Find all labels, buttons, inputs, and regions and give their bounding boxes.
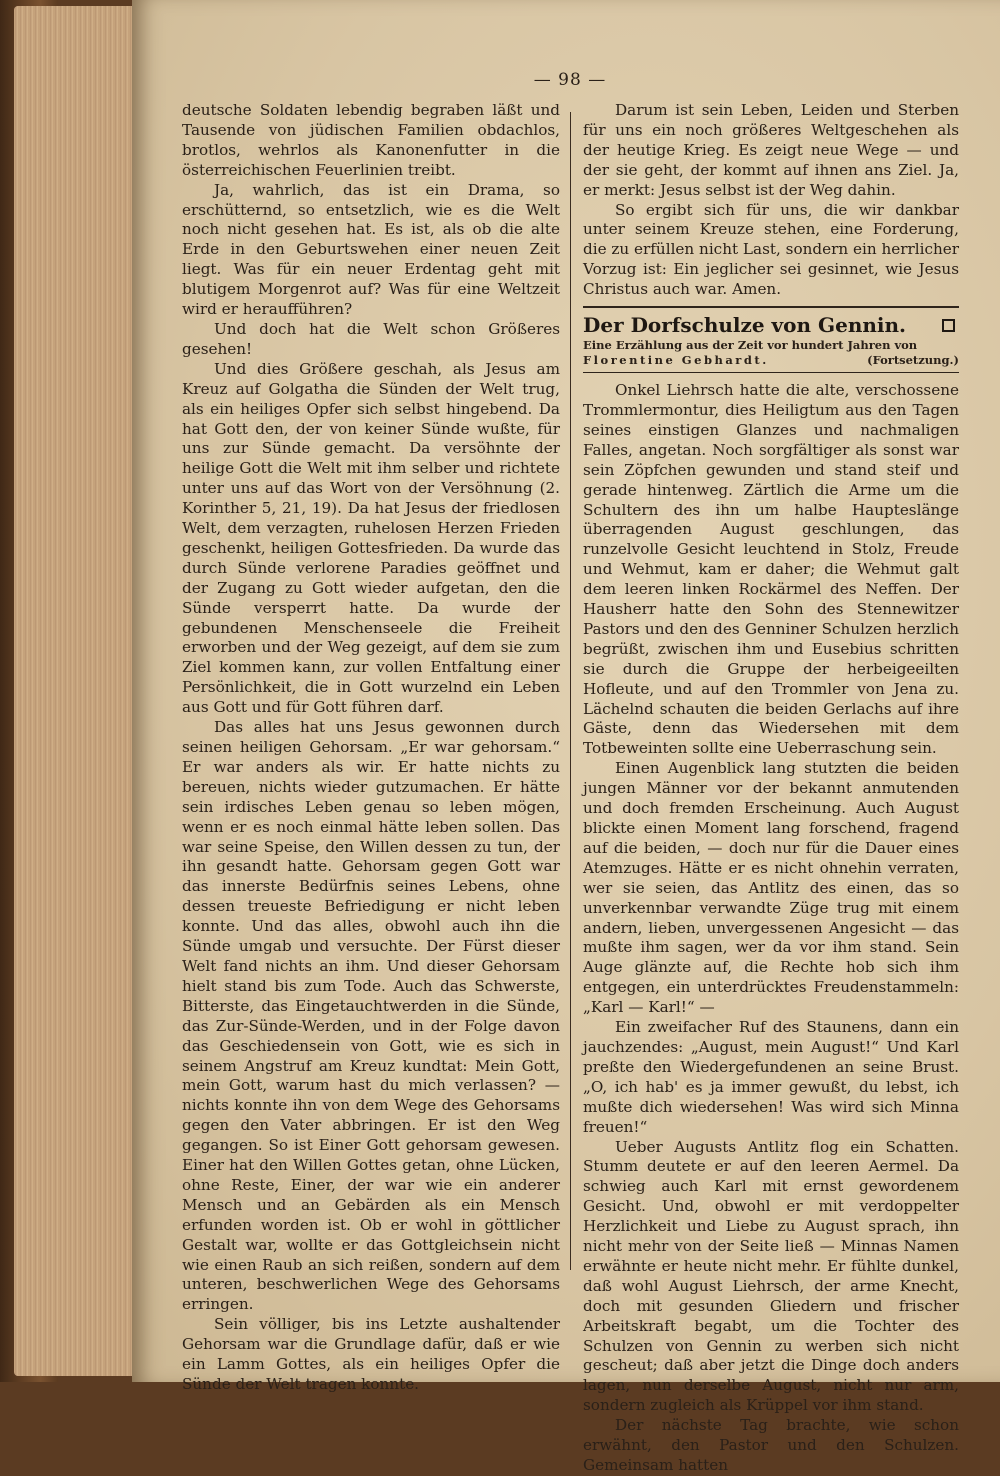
section-rule	[583, 372, 959, 373]
page-number: — 98 —	[533, 70, 607, 90]
story-byline	[583, 353, 959, 368]
paragraph: deutsche Soldaten lebendig begraben läßt und Tausende von jüdischen Familien obdachlos, brotlos, wehrlos als Kanonenfutter in die österreichischen Feuerlinien treibt.	[182, 101, 560, 179]
paragraph: Ein zweifacher Ruf des Staunens, dann ein jauchzendes: „August, mein August!“ Und Karl preßte den Wiedergefundenen an seine Brust. „O, ich hab' es ja immer gewußt, du lebst, ich mußte dich wiedersehen! Was wird sich Minna freuen!“	[583, 1018, 959, 1136]
section-rule	[583, 306, 959, 308]
paragraph: Onkel Liehrsch hatte die alte, verschossene Trommlermontur, dies Heiligtum aus den Tagen seines einstigen Glanzes und nachmaligen Falles, angetan. Noch sorgfältiger als sonst war sein Zöpfchen gewunden und stand steif und gerade hintenweg. Zärtlich die Arme um die Schultern des ihn um halbe Haupteslänge überragenden August geschlungen, das runzelvolle Gesicht leuchtend in Stolz, Freude und Wehmut, kam er daher; die Wehmut galt dem leeren linken Rockärmel des Neffen. Der Hausherr hatte den Sohn des Stennewitzer Pastors und den des Genniner Schulzen herzlich begrüßt, zwischen ihm und Eusebius schritten sie durch die Gruppe der herbeigeeilten Hofleute, und auf den Trommler von Jena zu. Lächelnd schauten die beiden Gerlachs auf ihre Gäste, denn das Wiedersehen mit dem Totbeweinten sollte eine Ueberraschung sein.	[583, 381, 959, 758]
story-continuation: (Fortsetzung.)	[867, 353, 959, 368]
paragraph: Und doch hat die Welt schon Größeres gesehen!	[182, 319, 560, 358]
paragraph: Sein völliger, bis ins Letzte aushaltender Gehorsam war die Grundlage dafür, daß er wie ein Lamm Gottes, als ein heiliges Opfer die Sünde der Welt tragen konnte.	[182, 1315, 560, 1393]
page-edges	[14, 6, 144, 1376]
column-divider	[570, 112, 571, 1270]
paragraph: Ja, wahrlich, das ist ein Drama, so erschütternd, so entsetzlich, wie es die Welt noch nicht gesehen hat. Es ist, als ob die alte Erde in den Geburtswehen einer neuen Zeit liegt. Was für ein neuer Erdentag geht mit blutigem Morgenrot auf? Was für eine Weltzeit wird er heraufführen?	[182, 180, 560, 319]
story-subtitle	[583, 338, 959, 353]
story-subtitle-text: Eine Erzählung aus der Zeit vor hundert Jahren von	[583, 338, 918, 353]
paragraph: Ueber Augusts Antlitz flog ein Schatten. Stumm deutete er auf den leeren Aermel. Da schwieg auch Karl mit ernst gewordenem Gesicht. Und, obwohl er mit verdoppelter Herzlichkeit und Liebe zu August sprach, ihn nicht mehr von der Seite ließ — Minnas Namen erwähnte er heute nicht mehr. Er fühlte dunkel, daß wohl August Liehrsch, der arme Knecht, doch mit gesunden Gliedern und frischer Arbeitskraft begabt, um die Tochter des Schulzen von Gennin zu werben sich nicht gescheut; daß aber jetzt die Dinge doch anders lagen, nun derselbe August, nicht nur arm, sondern zugleich als Krüppel vor ihm stand.	[583, 1137, 959, 1415]
paragraph: Darum ist sein Leben, Leiden und Sterben für uns ein noch größeres Weltgeschehen als der heutige Krieg. Es zeigt neue Wege — und der sie geht, der kommt auf ihnen ans Ziel. Ja, er merkt: Jesus selbst ist der Weg dahin.	[583, 101, 959, 199]
left-column	[182, 101, 560, 1395]
story-author: Florentine Gebhardt.	[583, 353, 769, 368]
paragraph: Und dies Größere geschah, als Jesus am Kreuz auf Golgatha die Sünden der Welt trug, als ein heiliges Opfer sich selbst hingebend. Da hat Gott den, der von keiner Sünde wußte, für uns zur Sünde gemacht. Da versöhnte der heilige Gott die Welt mit ihm selber und richtete unter uns auf das Wort von der Versöhnung (2. Korinther 5, 21, 19). Da hat Jesus der friedlosen Welt, dem verzagten, ruhelosen Herzen Frieden geschenkt, heiligen Gottesfrieden. Da wurde das durch Sünde verlorene Paradies geöffnet und der Zugang zu Gott wieder aufgetan, den die Sünde versperrt hatte. Da wurde der gebundenen Menschenseele die Freiheit erworben und der Weg gezeigt, auf dem sie zum Ziel kommen kann, zur vollen Entfaltung einer Persönlichkeit, die in Gott wurzelnd ein Leben aus Gott und für Gott führen darf.	[182, 359, 560, 717]
story-title: Der Dorfschulze von Gennin.	[583, 313, 907, 338]
paragraph: Einen Augenblick lang stutzten die beiden jungen Männer vor der bekannt anmutenden und doch fremden Erscheinung. Auch August blickte einen Moment lang forschend, fragend auf die beiden, — doch nur für die Dauer eines Atemzuges. Hätte er es nicht ohnehin verraten, wer sie seien, das Antlitz des einen, das so unverkennbar verwandte Züge trug mit einem andern, lieben, unvergessenen Angesicht — das mußte ihm sagen, wer da vor ihm stand. Sein Auge glänzte auf, die Rechte hob sich ihm entgegen, ein unterdrücktes Freudenstammeln: „Karl — Karl!“ —	[583, 759, 959, 1017]
paragraph: Der nächste Tag brachte, wie schon erwähnt, den Pastor und den Schulzen. Gemeinsam hatten	[583, 1416, 959, 1474]
paragraph: So ergibt sich für uns, die wir dankbar unter seinem Kreuze stehen, eine Forderung, die zu erfüllen nicht Last, sondern ein herrlicher Vorzug ist: Ein jeglicher sei gesinnet, wie Jesus Christus auch war. Amen.	[583, 200, 959, 299]
right-column	[583, 101, 959, 1476]
paragraph: Das alles hat uns Jesus gewonnen durch seinen heiligen Gehorsam. „Er war gehorsam.“ Er war anders als wir. Er hatte nichts zu bereuen, nichts wieder gutzumachen. Er hätte sein irdisches Leben genau so leben mögen, wenn er es noch einmal hätte leben sollen. Das war seine Speise, den Willen dessen zu tun, der ihn gesandt hatte. Gehorsam gegen Gott war das innerste Bedürfnis seines Lebens, ohne dessen treueste Befriedigung er nicht leben konnte. Und das alles, obwohl auch ihn die Sünde umgab und versuchte. Der Fürst dieser Welt fand nichts an ihm. Und dieser Gehorsam hielt stand bis zum Tode. Auch das Schwerste, Bitterste, das Eingetauchtwerden in die Sünde, das Zur-Sünde-Werden, und in der Folge davon das Geschiedensein von Gott, wie es sich in seinem Angstruf am Kreuz kundtat: Mein Gott, mein Gott, warum hast du mich verlassen? — nichts konnte ihn von dem Wege des Gehorsams gegen den Vater abbringen. Er ist den Weg gegangen. So ist Einer Gott gehorsam gewesen. Einer hat den Willen Gottes getan, ohne Lücken, ohne Reste, Einer, der war wie ein anderer Mensch und an Gebärden als ein Mensch erfunden worden ist. Ob er wohl in göttlicher Gestalt war, wollte er das Gottgleichsein nicht wie einen Raub an sich reißen, sondern auf dem unteren, beschwerlichen Wege des Gehorsams erringen.	[182, 718, 560, 1314]
square-ornament-icon	[942, 319, 955, 332]
story-title-row	[583, 312, 959, 338]
